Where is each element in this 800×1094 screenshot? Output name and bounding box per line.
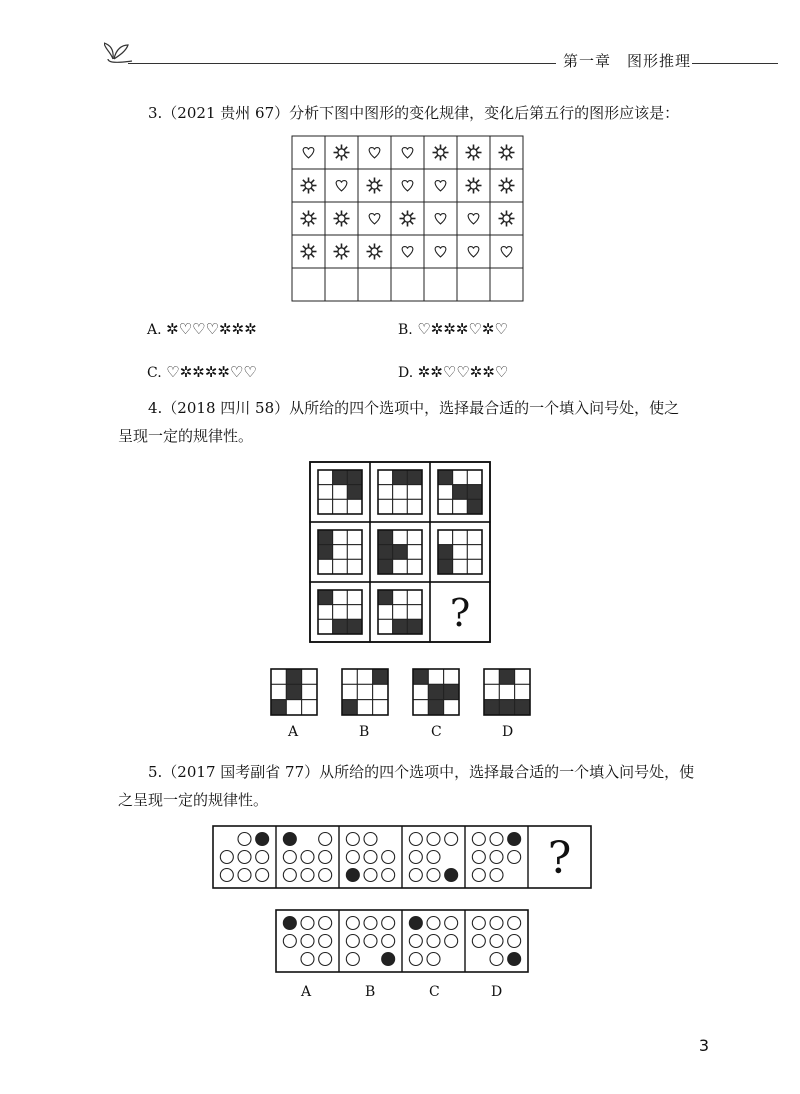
shaded-block — [393, 619, 408, 634]
empty-block — [467, 545, 482, 560]
shaded-block — [378, 545, 393, 560]
shaded-block — [515, 700, 530, 715]
sun-icon — [466, 145, 482, 161]
q3-option-a[interactable] — [147, 320, 257, 338]
empty-block — [467, 470, 482, 485]
black-circle — [283, 833, 296, 846]
q3-grid-cell — [358, 202, 391, 235]
white-circle — [409, 953, 422, 966]
q5-stem-line2: 之呈现一定的规律性。 — [118, 791, 269, 809]
empty-block — [413, 684, 428, 699]
white-circle — [283, 869, 296, 882]
empty-block — [407, 545, 422, 560]
shaded-block — [286, 684, 301, 699]
sun-icon — [400, 211, 416, 227]
empty-block — [444, 669, 459, 684]
black-circle — [283, 917, 296, 930]
empty-block — [378, 619, 393, 634]
empty-block — [378, 470, 393, 485]
empty-block — [407, 559, 422, 574]
empty-block — [333, 485, 348, 500]
shaded-block — [318, 545, 333, 560]
white-circle — [472, 833, 485, 846]
white-circle — [382, 869, 395, 882]
white-circle — [427, 917, 440, 930]
white-circle — [346, 935, 359, 948]
white-circle — [346, 833, 359, 846]
sun-icon — [301, 244, 317, 260]
empty-block — [333, 530, 348, 545]
shaded-block — [333, 470, 348, 485]
empty-block — [302, 669, 317, 684]
white-circle — [301, 917, 314, 930]
empty-block — [393, 590, 408, 605]
black-circle — [256, 833, 269, 846]
white-circle — [319, 953, 332, 966]
empty-block — [438, 530, 453, 545]
q3-symbol-grid — [290, 134, 526, 306]
white-circle — [427, 851, 440, 864]
q5-option-c-label: C — [429, 984, 440, 1000]
white-circle — [427, 833, 440, 846]
shaded-block — [333, 619, 348, 634]
sun-icon — [301, 211, 317, 227]
q3-grid-cell — [391, 268, 424, 301]
white-circle — [364, 917, 377, 930]
sun-icon — [433, 145, 449, 161]
q5-option-d-label: D — [491, 984, 503, 1000]
black-circle — [382, 953, 395, 966]
white-circle — [319, 917, 332, 930]
empty-block — [333, 545, 348, 560]
empty-block — [407, 530, 422, 545]
sun-icon — [367, 244, 383, 260]
shaded-block — [444, 684, 459, 699]
q3-grid-cell — [292, 268, 325, 301]
empty-block — [393, 485, 408, 500]
white-circle — [301, 851, 314, 864]
q4-figure-matrix — [308, 460, 494, 644]
empty-block — [378, 499, 393, 514]
shaded-block — [347, 470, 362, 485]
shaded-block — [378, 559, 393, 574]
white-circle — [319, 851, 332, 864]
empty-block — [484, 684, 499, 699]
empty-block — [453, 545, 468, 560]
white-circle — [256, 869, 269, 882]
shaded-block — [347, 619, 362, 634]
sun-icon — [466, 178, 482, 194]
white-circle — [346, 851, 359, 864]
white-circle — [220, 851, 233, 864]
q5-options-row[interactable] — [275, 908, 530, 974]
sun-icon — [499, 145, 515, 161]
q4-question-mark: ? — [449, 591, 471, 635]
shaded-block — [373, 669, 388, 684]
shaded-block — [271, 700, 286, 715]
empty-block — [467, 559, 482, 574]
q3-grid-cell — [325, 268, 358, 301]
empty-block — [393, 499, 408, 514]
empty-block — [318, 619, 333, 634]
empty-block — [393, 559, 408, 574]
q4-option-a-label: A — [288, 724, 299, 740]
white-circle — [283, 851, 296, 864]
empty-block — [393, 605, 408, 620]
empty-block — [499, 684, 514, 699]
q3-grid-cell — [391, 136, 424, 169]
shaded-block — [499, 700, 514, 715]
empty-block — [413, 700, 428, 715]
empty-block — [302, 700, 317, 715]
empty-block — [271, 684, 286, 699]
empty-block — [357, 684, 372, 699]
q3-grid-cell — [490, 235, 523, 268]
empty-block — [347, 530, 362, 545]
white-circle — [346, 953, 359, 966]
white-circle — [409, 935, 422, 948]
white-circle — [508, 935, 521, 948]
q3-option-c-label: C. — [147, 365, 162, 381]
shaded-block — [467, 499, 482, 514]
empty-block — [515, 669, 530, 684]
empty-block — [347, 605, 362, 620]
q3-option-d-label: D. — [398, 365, 414, 381]
shaded-block — [467, 485, 482, 500]
empty-block — [347, 499, 362, 514]
white-circle — [472, 869, 485, 882]
q3-grid-cell — [325, 169, 358, 202]
empty-block — [347, 559, 362, 574]
q3-grid-cell — [358, 136, 391, 169]
empty-block — [515, 684, 530, 699]
shaded-block — [407, 470, 422, 485]
white-circle — [319, 833, 332, 846]
q5-sequence-row — [212, 824, 592, 890]
white-circle — [490, 935, 503, 948]
white-circle — [490, 833, 503, 846]
empty-block — [453, 499, 468, 514]
q4-option-c-label: C — [431, 724, 442, 740]
q3-option-b[interactable] — [398, 320, 508, 338]
empty-block — [347, 545, 362, 560]
shaded-block — [378, 530, 393, 545]
empty-block — [333, 499, 348, 514]
white-circle — [364, 869, 377, 882]
shaded-block — [499, 669, 514, 684]
q3-grid-cell — [391, 235, 424, 268]
q4-option-d-figure[interactable] — [483, 668, 531, 716]
q3-grid-cell — [424, 202, 457, 235]
shaded-block — [347, 485, 362, 500]
black-circle — [508, 953, 521, 966]
q3-grid-cell — [292, 136, 325, 169]
shaded-block — [484, 700, 499, 715]
empty-block — [438, 499, 453, 514]
q3-option-b-symbols: ♡✲✲✲♡✲♡ — [417, 320, 508, 338]
white-circle — [346, 917, 359, 930]
white-circle — [427, 869, 440, 882]
white-circle — [319, 869, 332, 882]
chapter-title: 第一章 图形推理 — [563, 52, 692, 70]
q3-stem: 3.（2021 贵州 67）分析下图中图形的变化规律，变化后第五行的图形应该是： — [148, 104, 680, 122]
empty-block — [333, 590, 348, 605]
empty-block — [393, 530, 408, 545]
black-circle — [346, 869, 359, 882]
header-rule-right — [692, 63, 778, 64]
header-rule-left — [128, 63, 556, 64]
black-circle — [409, 917, 422, 930]
q3-option-c-symbols: ♡✲✲✲✲♡♡ — [166, 363, 257, 381]
q3-grid-cell — [457, 268, 490, 301]
white-circle — [283, 935, 296, 948]
empty-block — [318, 485, 333, 500]
empty-block — [342, 684, 357, 699]
empty-block — [407, 485, 422, 500]
empty-block — [347, 590, 362, 605]
q3-grid-cell — [358, 268, 391, 301]
white-circle — [445, 917, 458, 930]
q4-stem-line1: 4.（2018 四川 58）从所给的四个选项中，选择最合适的一个填入问号处，使之 — [148, 399, 680, 417]
shaded-block — [413, 669, 428, 684]
shaded-block — [428, 700, 443, 715]
empty-block — [407, 590, 422, 605]
white-circle — [256, 851, 269, 864]
empty-block — [318, 470, 333, 485]
q3-grid-cell — [424, 268, 457, 301]
empty-block — [373, 700, 388, 715]
white-circle — [427, 935, 440, 948]
sun-icon — [499, 211, 515, 227]
empty-block — [407, 499, 422, 514]
empty-block — [484, 669, 499, 684]
sun-icon — [367, 178, 383, 194]
empty-block — [467, 530, 482, 545]
q4-option-a-figure[interactable] — [270, 668, 318, 716]
sun-icon — [334, 211, 350, 227]
shaded-block — [393, 545, 408, 560]
white-circle — [301, 935, 314, 948]
q5-question-mark: ? — [547, 833, 572, 884]
shaded-block — [393, 470, 408, 485]
empty-block — [373, 684, 388, 699]
white-circle — [472, 935, 485, 948]
black-circle — [445, 869, 458, 882]
q3-grid-cell — [391, 169, 424, 202]
empty-block — [357, 669, 372, 684]
white-circle — [472, 917, 485, 930]
shaded-block — [318, 590, 333, 605]
white-circle — [301, 869, 314, 882]
empty-block — [407, 605, 422, 620]
shaded-block — [438, 545, 453, 560]
white-circle — [490, 869, 503, 882]
shaded-block — [286, 669, 301, 684]
white-circle — [364, 935, 377, 948]
white-circle — [409, 851, 422, 864]
white-circle — [220, 869, 233, 882]
q5-option-b-label: B — [365, 984, 376, 1000]
white-circle — [364, 833, 377, 846]
q4-option-d-label: D — [502, 724, 514, 740]
q4-option-b-label: B — [359, 724, 370, 740]
empty-block — [271, 669, 286, 684]
q3-option-d-symbols: ✲✲♡♡✲✲♡ — [417, 363, 509, 381]
empty-block — [318, 559, 333, 574]
empty-block — [342, 669, 357, 684]
q4-option-b-figure[interactable] — [341, 668, 389, 716]
white-circle — [427, 953, 440, 966]
empty-block — [357, 700, 372, 715]
shaded-block — [378, 590, 393, 605]
empty-block — [453, 530, 468, 545]
white-circle — [508, 851, 521, 864]
q4-option-c-figure[interactable] — [412, 668, 460, 716]
empty-block — [318, 605, 333, 620]
empty-block — [428, 669, 443, 684]
empty-block — [444, 700, 459, 715]
sun-icon — [301, 178, 317, 194]
shaded-block — [428, 684, 443, 699]
white-circle — [382, 851, 395, 864]
white-circle — [490, 917, 503, 930]
empty-block — [318, 499, 333, 514]
white-circle — [238, 833, 251, 846]
white-circle — [445, 935, 458, 948]
q3-option-a-symbols: ✲♡♡♡✲✲✲ — [166, 320, 257, 338]
white-circle — [490, 851, 503, 864]
white-circle — [382, 935, 395, 948]
q3-grid-cell — [457, 235, 490, 268]
white-circle — [508, 917, 521, 930]
shaded-block — [407, 619, 422, 634]
empty-block — [378, 605, 393, 620]
white-circle — [238, 869, 251, 882]
q3-option-d[interactable] — [398, 363, 508, 381]
empty-block — [333, 559, 348, 574]
white-circle — [409, 869, 422, 882]
white-circle — [445, 833, 458, 846]
shaded-block — [453, 485, 468, 500]
shaded-block — [438, 559, 453, 574]
q4-stem-line2: 呈现一定的规律性。 — [118, 427, 254, 445]
q3-option-a-label: A. — [147, 322, 162, 338]
q3-option-b-label: B. — [398, 322, 413, 338]
empty-block — [453, 559, 468, 574]
empty-block — [453, 470, 468, 485]
sun-icon — [499, 178, 515, 194]
q5-option-a-label: A — [301, 984, 312, 1000]
empty-block — [286, 700, 301, 715]
empty-block — [302, 684, 317, 699]
empty-block — [378, 485, 393, 500]
sprout-icon — [104, 37, 134, 63]
q3-grid-cell — [424, 169, 457, 202]
white-circle — [382, 917, 395, 930]
black-circle — [508, 833, 521, 846]
q3-grid-cell — [490, 268, 523, 301]
empty-block — [333, 605, 348, 620]
white-circle — [319, 935, 332, 948]
sun-icon — [334, 145, 350, 161]
shaded-block — [318, 530, 333, 545]
white-circle — [364, 851, 377, 864]
shaded-block — [438, 470, 453, 485]
q5-stem-line1: 5.（2017 国考副省 77）从所给的四个选项中，选择最合适的一个填入问号处，使 — [148, 763, 695, 781]
white-circle — [490, 953, 503, 966]
white-circle — [301, 953, 314, 966]
empty-block — [438, 485, 453, 500]
q3-grid-cell — [457, 202, 490, 235]
sun-icon — [334, 244, 350, 260]
q3-option-c[interactable] — [147, 363, 257, 381]
white-circle — [409, 833, 422, 846]
white-circle — [238, 851, 251, 864]
page-number: 3 — [698, 1036, 709, 1055]
q3-grid-cell — [424, 235, 457, 268]
shaded-block — [342, 700, 357, 715]
white-circle — [472, 851, 485, 864]
